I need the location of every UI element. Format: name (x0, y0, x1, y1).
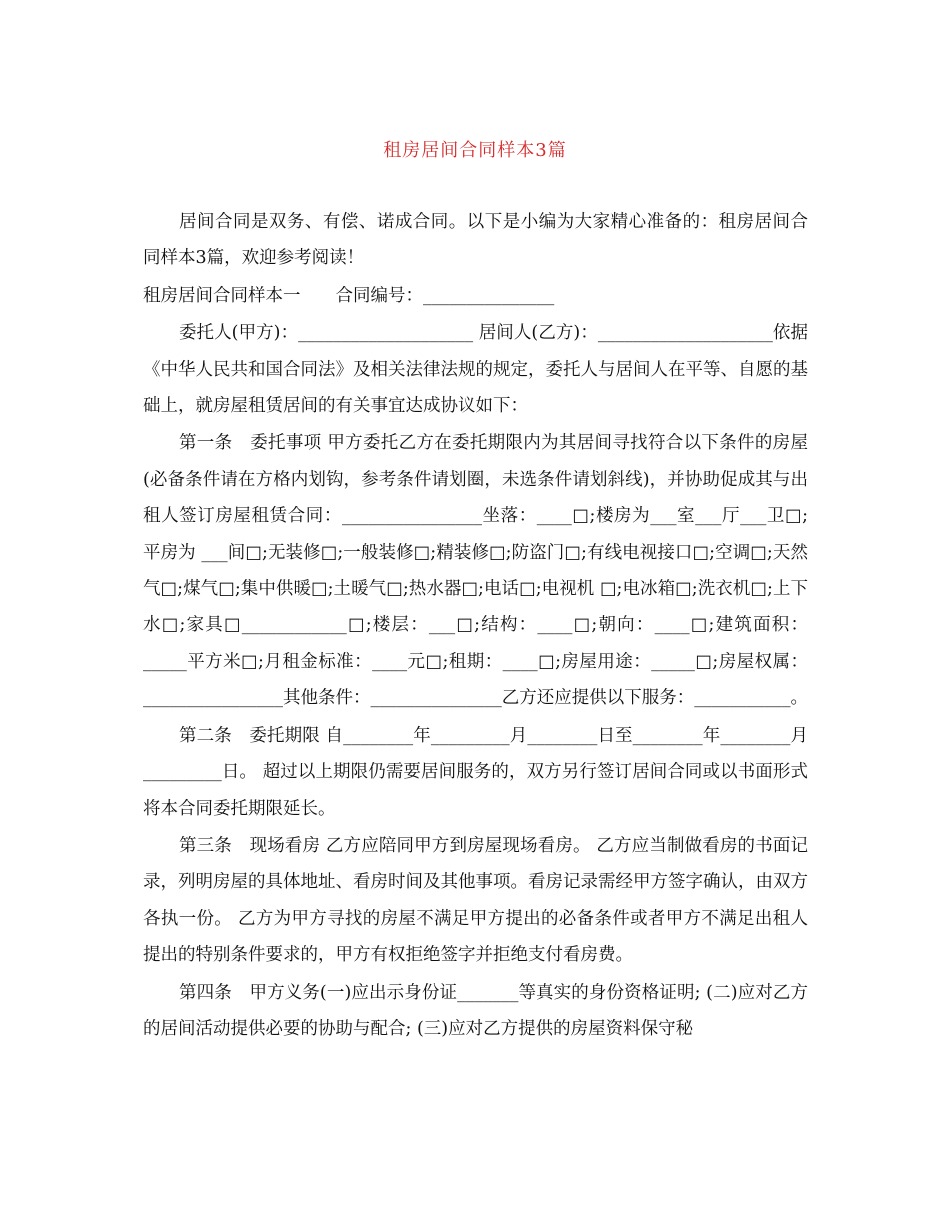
paragraph-article-2: 第二条 委托期限 自________年_________月________日至________年________月_________日。 超过以上期限仍需要居间服务的，双方另行签订居间合同或以书面形式将本合同委托期限延长。 (143, 725, 808, 819)
document-body (143, 204, 808, 1047)
document-title: 租房居间合同样本3篇 (383, 140, 567, 161)
paragraph-sample-heading: 租房居间合同样本一 合同编号：_______________ (143, 285, 555, 306)
paragraph-article-4: 第四条 甲方义务(一)应出示身份证_______等真实的身份资格证明; (二)应对乙方的居间活动提供必要的协助与配合; (三)应对乙方提供的房屋资料保守秘 (143, 982, 808, 1039)
paragraph-article-3: 第三条 现场看房 乙方应陪同甲方到房屋现场看房。 乙方应当制做看房的书面记录，列明房屋的具体地址、看房时间及其他事项。看房记录需经甲方签字确认，由双方各执一份。 乙方为甲方寻找的房屋不满足甲方提出的必备条件或者甲方不满足出租人提出的特别条件要求的，甲方有权拒绝签字并拒绝支付看房费。 (143, 835, 808, 966)
paragraph-intro: 居间合同是双务、有偿、诺成合同。以下是小编为大家精心准备的：租房居间合同样本3篇，欢迎参考阅读！ (143, 212, 808, 269)
paragraph-parties: 委托人(甲方)：____________________ 居间人(乙方)：____________________依据《中华人民共和国合同法》及相关法律法规的规定，委托人与居间人在平等、自愿的基础上，就房屋租赁居间的有关事宜达成协议如下： (143, 323, 808, 417)
paragraph-article-1: 第一条 委托事项 甲方委托乙方在委托期限内为其居间寻找符合以下条件的房屋(必备条件请在方格内划钩，参考条件请划圈，未选条件请划斜线)，并协助促成其与出租人签订房屋租赁合同：________________坐落：____□;楼房为___室___厅___卫□;平房为 ___间□;无装修□;一般装修□;精装修□;防盗门□;有线电视接口□;空调□;天然气□;煤气□;集中供暖□;土暖气□;热水器□;电话□;电视机 □;电冰箱□;洗衣机□;上下水□;家具□____________□;楼层：___□;结构：____□;朝向：____□;建筑面积：_____平方米□;月租金标准：____元□;租期：____□;房屋用途：_____□;房屋权属：________________其他条件：_______________乙方还应提供以下服务：___________。 (143, 433, 808, 709)
